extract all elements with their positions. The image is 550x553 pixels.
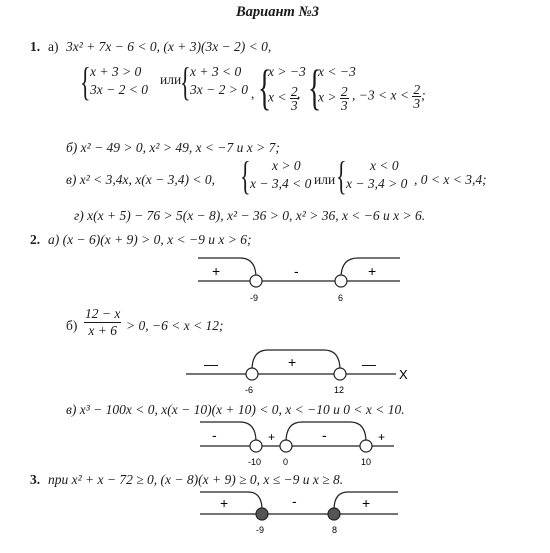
problem-2-number: 2. [30, 232, 41, 247]
system-3-row-1: x > −3 [268, 64, 306, 79]
sign-d1-3: + [368, 263, 377, 279]
fraction-two-thirds: $\frac{2}{3}$ [290, 84, 298, 113]
problem-2v: в) x³ − 100x < 0, x(x − 10)(x + 10) < 0, x < −10 и 0 < x < 10. [66, 402, 405, 417]
sign-d3-3: - [322, 427, 327, 443]
tick-label-d3-3: 10 [361, 457, 372, 467]
tick-label-d1-2: 6 [338, 293, 344, 303]
sign-d1-2: - [294, 263, 299, 279]
system-4-row-2: x > $\frac{2}{3}$ [318, 84, 348, 113]
system-5-row-1: x > 0 [272, 158, 301, 173]
point-6-open [335, 275, 347, 287]
tick-label-d3-2: 0 [283, 457, 289, 467]
sign-d4-3: + [362, 495, 371, 511]
page-title: Вариант №3 [236, 4, 319, 20]
point-8-filled [328, 508, 340, 520]
sign-d4-1: + [220, 495, 229, 511]
problem-2b-fraction [84, 306, 121, 339]
sign-d3-4: + [378, 430, 386, 444]
point-0-open [280, 440, 292, 452]
tick-label-d1-1: -9 [250, 293, 259, 303]
problem-1v-end: , 0 < x < 3,4; [414, 172, 487, 187]
sign-d2-1: — [204, 356, 218, 372]
system-5-row-2: x − 3,4 < 0 [250, 176, 312, 191]
system-3-row-2: x < $\frac{2}{3}$ [268, 84, 298, 113]
or-word-2: или [314, 172, 336, 187]
problem-1a-inequality: 3x² + 7x − 6 < 0, (x + 3)(3x − 2) < 0, [66, 39, 272, 54]
sign-d4-2: - [292, 493, 297, 509]
tick-label-d4-1: -9 [256, 525, 265, 535]
system-2-row-1: x + 3 < 0 [190, 64, 242, 79]
tick-label-d4-2: 8 [332, 525, 338, 535]
problem-1g: г) x(x + 5) − 76 > 5(x − 8), x² − 36 > 0, x² > 36, x < −6 и x > 6. [74, 208, 426, 223]
axis-label-x: X [399, 367, 408, 382]
system-2-row-2: 3x − 2 > 0 [190, 82, 248, 97]
point-minus-9-open [250, 275, 262, 287]
problem-1a-label: а) [48, 39, 59, 54]
problem-1b: б) x² − 49 > 0, x² > 49, x < −7 и x > 7; [66, 140, 280, 155]
point-minus-9-filled [256, 508, 268, 520]
or-word-1: или [160, 72, 182, 87]
point-minus-6-open [246, 368, 258, 380]
sign-d3-1: - [212, 427, 217, 443]
point-minus-10-open [250, 440, 262, 452]
system-6-row-1: x < 0 [370, 158, 399, 173]
tick-label-d2-2: 12 [334, 385, 345, 395]
problem-1-number: 1. [30, 39, 41, 54]
problem-1a-answer: , −3 < x < $\frac{2}{3}$ ; [352, 82, 426, 111]
tick-label-d3-1: -10 [248, 457, 262, 467]
point-10-open [360, 440, 372, 452]
system-1-row-1: x + 3 > 0 [90, 64, 142, 79]
problem-1v-start: в) x² < 3,4x, x(x − 3,4) < 0, [66, 172, 215, 187]
fraction-numerator: 12 − x [85, 306, 121, 321]
system-6-row-2: x − 3,4 > 0 [346, 176, 408, 191]
sign-d3-2: + [268, 430, 276, 444]
problem-2b-rest: > 0, −6 < x < 12; [126, 318, 224, 333]
problem-2b-label: б) [66, 318, 78, 333]
sign-d2-2: + [288, 354, 297, 370]
system-4-row-1: x < −3 [318, 64, 356, 79]
problem-3-number: 3. [30, 472, 41, 487]
sign-d1-1: + [212, 263, 221, 279]
fraction-denominator: x + 6 [88, 323, 117, 338]
system-1-row-2: 3x − 2 < 0 [90, 82, 148, 97]
problem-2a: а) (x − 6)(x + 9) > 0, x < −9 и x > 6; [48, 232, 252, 247]
sign-d2-3: — [362, 356, 376, 372]
problem-3-text: при x² + x − 72 ≥ 0, (x − 8)(x + 9) ≥ 0, x ≤ −9 и x ≥ 8. [48, 472, 344, 487]
point-12-open [334, 368, 346, 380]
tick-label-d2-1: -6 [245, 385, 254, 395]
